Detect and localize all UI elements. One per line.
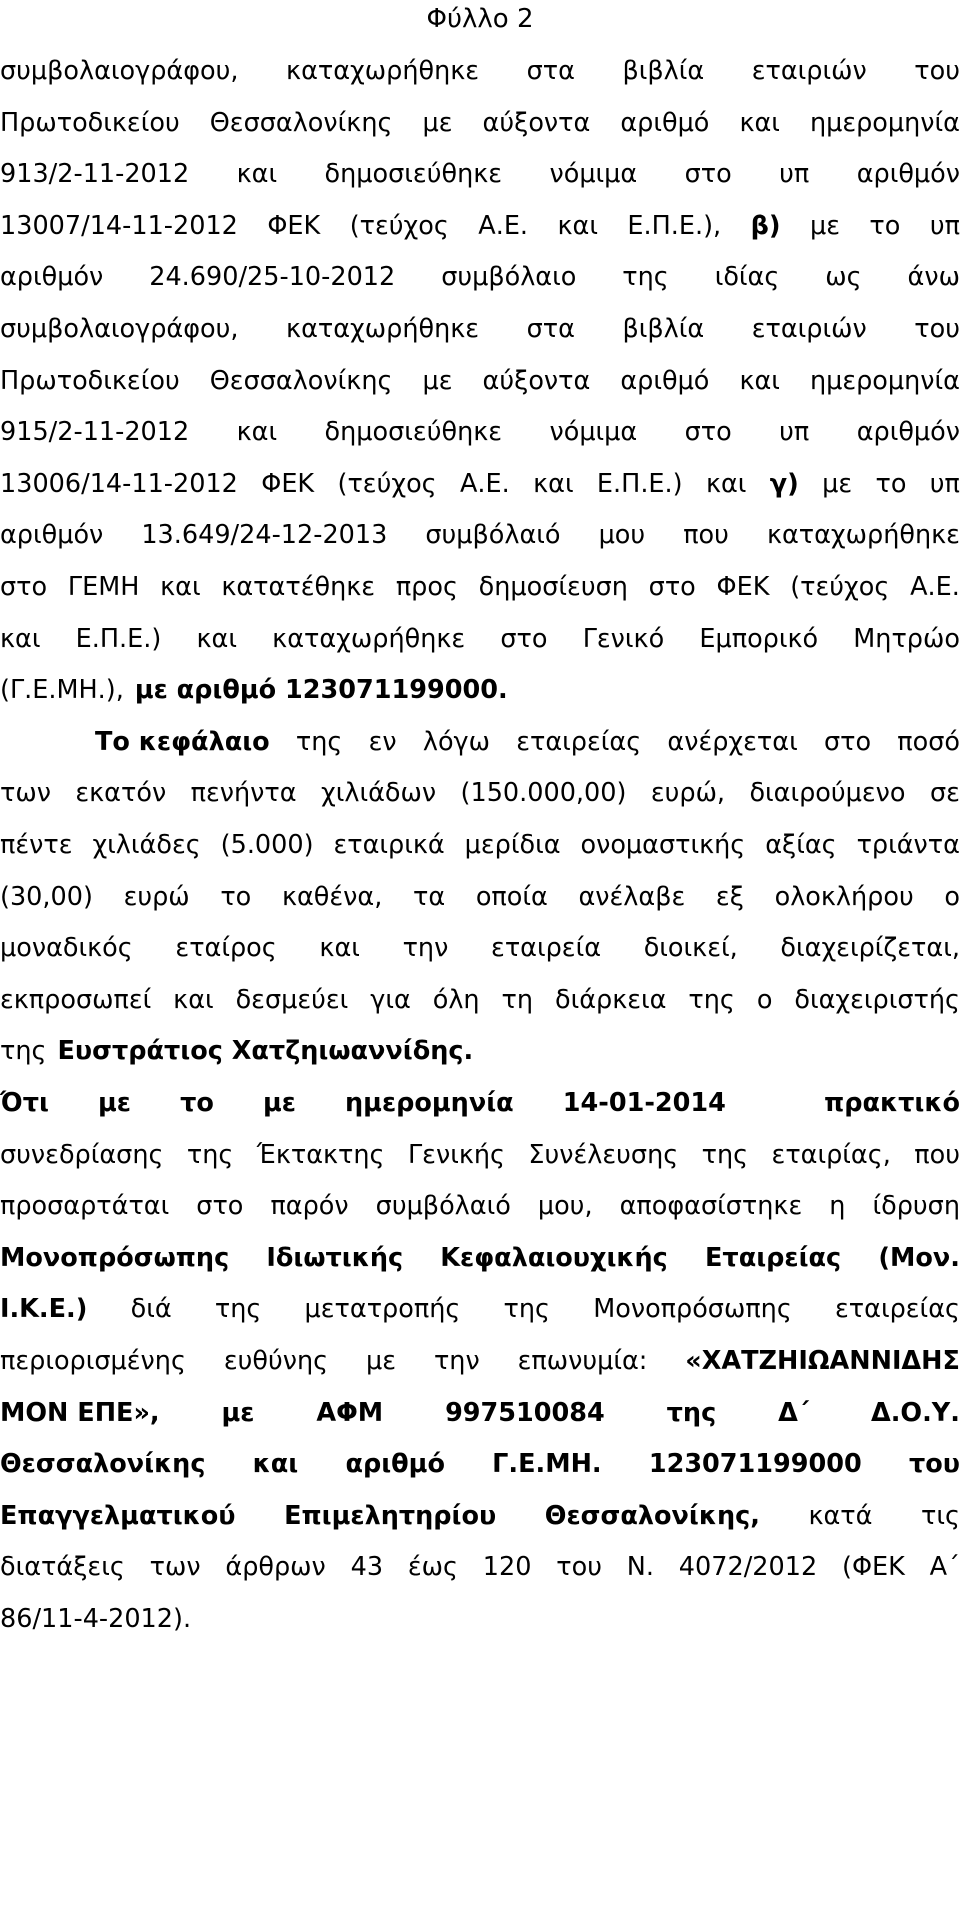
bold-word: Το κεφάλαιο [95, 726, 270, 757]
word: προς [395, 572, 458, 602]
bold-word: της [666, 1397, 717, 1428]
word: 913/2-11-2012 [0, 159, 190, 190]
bold-word: με αριθμό 123071199000. [134, 675, 508, 706]
word: συμβόλαιό [375, 1191, 511, 1222]
bold-word: Ότι [0, 1088, 49, 1118]
bold-word: με [221, 1397, 255, 1428]
word: διά [130, 1294, 172, 1325]
word: διαχειρίζεται, [780, 933, 960, 964]
bold-word: 997510084 [445, 1397, 605, 1428]
word: και [160, 572, 201, 602]
word: που [914, 1139, 960, 1170]
word: Ν. [626, 1552, 654, 1583]
text-line [0, 926, 960, 970]
word: στο [196, 1191, 244, 1222]
word: ο [944, 881, 960, 912]
word: των [0, 778, 51, 809]
word: ανέρχεται [667, 726, 798, 757]
word: 24.690/25-10-2012 [149, 262, 396, 293]
word: περιορισμένης [0, 1346, 186, 1376]
word: με [822, 468, 853, 499]
word: Α.Ε. [459, 468, 510, 499]
text-line [0, 1545, 960, 1589]
word: αριθμόν [0, 262, 104, 293]
word: του [914, 314, 960, 344]
word: Μονοπρόσωπης [593, 1294, 792, 1325]
text-line [0, 1029, 960, 1073]
word: της [688, 984, 735, 1015]
text-line [0, 307, 960, 351]
word: αύξοντα [482, 107, 591, 138]
text-line [0, 1287, 960, 1331]
word: (150.000,00) [460, 778, 627, 809]
word: εταιριών [751, 314, 867, 344]
word: 86/11-4-2012). [0, 1604, 192, 1634]
word: την [433, 1346, 480, 1376]
text-line [0, 1494, 960, 1538]
word: ΦΕΚ [267, 210, 321, 241]
word: δεσμεύει [235, 984, 349, 1015]
word: την [402, 933, 449, 964]
word: ημερομηνία [809, 365, 960, 396]
word: τις [921, 1500, 960, 1531]
word: που [683, 520, 729, 551]
word: προσαρτάται [0, 1191, 170, 1222]
word: αξίας [765, 830, 837, 860]
word: ονομαστικής [580, 830, 746, 860]
word: με [366, 1346, 397, 1376]
bold-word: Δ.Ο.Υ. [870, 1397, 960, 1428]
word: και [557, 210, 598, 241]
word: πενήντα [190, 778, 297, 809]
word: Μητρώο [853, 623, 960, 654]
word: πέντε [0, 830, 73, 860]
word: (τεύχος [349, 210, 449, 241]
word: χιλιάδες [92, 830, 201, 860]
word: και [319, 933, 360, 964]
word: συμβόλαιο [441, 262, 577, 293]
text-line [0, 1442, 960, 1486]
bold-word: (Μον. [878, 1242, 960, 1273]
word: ΦΕΚ [716, 572, 770, 602]
word: αποφασίστηκε [619, 1191, 803, 1222]
word: εταιρείας [835, 1294, 960, 1325]
word: 13007/14-11-2012 [0, 210, 238, 241]
word: αριθμό [620, 365, 710, 396]
bold-word: γ) [769, 468, 799, 499]
text-line [0, 513, 960, 557]
word: και [533, 468, 574, 499]
word: Εμπορικό [699, 623, 819, 654]
word: ΓΕΜΗ [67, 572, 140, 602]
word: άνω [907, 262, 960, 293]
word: της [214, 1294, 262, 1325]
word: ευθύνης [223, 1346, 329, 1376]
word: καθένα, [281, 881, 383, 912]
text-line [0, 668, 960, 712]
word: οποία [475, 881, 548, 912]
word: εν [368, 726, 397, 757]
word: στα [526, 314, 575, 344]
word: αριθμό [620, 107, 710, 138]
word: της [622, 262, 669, 293]
bold-word: με [98, 1088, 131, 1118]
text-line [0, 1339, 960, 1383]
word: και [705, 468, 747, 499]
word: κατατέθηκε [221, 572, 376, 602]
bold-word: πρακτικό [824, 1088, 960, 1118]
text-line [0, 617, 960, 661]
word: νόμιμα [549, 417, 638, 448]
word: Γενικό [582, 623, 665, 654]
word: της [0, 1036, 47, 1067]
word: Ε.Π.Ε.), [627, 210, 722, 241]
word: ίδρυση [872, 1191, 960, 1222]
sheet-number-header: Φύλλο 2 [426, 4, 534, 34]
text-line [0, 410, 960, 454]
bold-word: και [252, 1449, 299, 1480]
word: μου [598, 520, 646, 551]
word: ο [756, 984, 773, 1015]
bold-word: με [262, 1088, 296, 1118]
word: με [809, 210, 840, 241]
word: δημοσιεύθηκε [324, 417, 503, 448]
word: Πρωτοδικείου [0, 107, 180, 138]
word: λόγω [422, 726, 490, 757]
word: υπ [779, 417, 810, 448]
word: βιβλία [622, 314, 705, 344]
word: υπ [929, 468, 960, 499]
word: εταιρίας, [771, 1139, 891, 1170]
word: διοικεί, [643, 933, 738, 964]
word: Πρωτοδικείου [0, 365, 180, 396]
text-line [0, 204, 960, 248]
word: μοναδικός [0, 933, 133, 964]
text-line [0, 101, 960, 145]
text-line [0, 255, 960, 299]
word: καταχωρήθηκε [286, 56, 480, 86]
text-line [0, 152, 960, 196]
word: τη [501, 984, 534, 1015]
word: αριθμόν [856, 417, 960, 448]
word: τα [412, 881, 446, 912]
word: με [422, 107, 453, 138]
word: παρόν [270, 1191, 349, 1222]
word: το [875, 468, 907, 499]
word: (τεύχος [337, 468, 437, 499]
word: εκπροσωπεί [0, 984, 152, 1015]
word: συμβόλαιό [425, 520, 561, 551]
word: υπ [929, 210, 960, 241]
word: στο [648, 572, 696, 602]
word: στο [0, 572, 48, 602]
text-line [0, 1133, 960, 1177]
text-line [0, 720, 960, 764]
word: 13.649/24-12-2013 [141, 520, 388, 551]
word: υπ [779, 159, 810, 190]
word: καταχωρήθηκε [286, 314, 480, 344]
word: 4072/2012 [678, 1552, 818, 1583]
word: στο [684, 417, 732, 448]
word: διαιρούμενο [749, 778, 906, 809]
word: άρθρων [225, 1552, 326, 1583]
word: ευρώ [123, 881, 190, 912]
word: Ε.Π.Ε.) [75, 623, 162, 654]
bold-word: του [908, 1449, 960, 1480]
word: Α.Ε. [478, 210, 529, 241]
bold-word: Επαγγελματικού [0, 1500, 236, 1531]
bold-word: Εταιρείας [705, 1242, 842, 1273]
text-line [0, 1236, 960, 1280]
word: σε [929, 778, 960, 809]
word: αύξοντα [482, 365, 591, 396]
text-line [0, 359, 960, 403]
word: 13006/14-11-2012 [0, 468, 238, 499]
word: και [739, 365, 780, 396]
bold-word: Θεσσαλονίκης [0, 1449, 206, 1480]
word: έως [407, 1552, 458, 1583]
text-line [0, 1597, 960, 1641]
word: ιδίας [714, 262, 780, 293]
bold-word: Ιδιωτικής [266, 1242, 404, 1273]
word: τριάντα [856, 830, 960, 860]
word: δημοσίευση [478, 572, 628, 602]
text-line [0, 462, 960, 506]
text-line [0, 823, 960, 867]
word: ποσό [897, 726, 960, 757]
word: εκατόν [75, 778, 167, 809]
word: μετατροπής [304, 1294, 461, 1325]
word: με [422, 365, 453, 396]
word: Γενικής [407, 1139, 505, 1170]
word: και [739, 107, 780, 138]
word: στο [684, 159, 732, 190]
word: μου, [537, 1191, 593, 1222]
word: εταιριών [751, 56, 867, 86]
bold-word: Θεσσαλονίκης, [544, 1500, 760, 1531]
word: 915/2-11-2012 [0, 417, 190, 448]
text-line [0, 565, 960, 609]
word: συνεδρίασης [0, 1139, 164, 1170]
word: Ε.Π.Ε.) [596, 468, 683, 499]
word: (5.000) [220, 830, 314, 860]
word: η [829, 1191, 846, 1222]
word: στο [823, 726, 872, 757]
text-line [0, 1391, 960, 1435]
word: της [503, 1294, 551, 1325]
text-line [0, 978, 960, 1022]
word: διάρκεια [554, 984, 667, 1015]
word: 120 [482, 1552, 532, 1583]
text-line [0, 1184, 960, 1228]
bold-word: ΜΟΝ ΕΠΕ», [0, 1397, 160, 1428]
word: (ΦΕΚ [842, 1552, 905, 1583]
word: ανέλαβε [578, 881, 686, 912]
bold-word: ημερομηνία [345, 1088, 514, 1118]
word: αριθμόν [856, 159, 960, 190]
word: ευρώ, [650, 778, 726, 809]
word: εταιρικά [333, 830, 445, 860]
word: νόμιμα [549, 159, 638, 190]
text-line [0, 49, 960, 93]
bold-word: Ευστράτιος Χατζηιωαννίδης. [57, 1036, 474, 1067]
word: αριθμόν [0, 520, 104, 551]
word: Θεσσαλονίκης [209, 365, 393, 396]
word: ΦΕΚ [261, 468, 315, 499]
bold-word: ΑΦΜ [316, 1397, 384, 1428]
word: εξ [715, 881, 744, 912]
word: βιβλία [622, 56, 705, 86]
bold-word: Γ.Ε.ΜΗ. [492, 1449, 602, 1480]
bold-word: β) [750, 210, 781, 241]
word: και [236, 417, 278, 448]
bold-word: Μονοπρόσωπης [0, 1242, 230, 1273]
word: κατά [808, 1500, 873, 1531]
word: 43 [350, 1552, 384, 1583]
text-line [0, 875, 960, 919]
word: και [0, 623, 41, 654]
word: όλη [432, 984, 480, 1015]
word: στο [500, 623, 548, 654]
word: και [196, 623, 237, 654]
bold-word: Ι.Κ.Ε.) [0, 1294, 88, 1325]
word: εταιρεία [491, 933, 602, 964]
word: ημερομηνία [809, 107, 960, 138]
word: (Γ.Ε.ΜΗ.), [0, 675, 124, 706]
word: της [295, 726, 343, 757]
word: το [869, 210, 901, 241]
word: διαχειριστής [794, 984, 960, 1015]
word: και [236, 159, 278, 190]
word: συμβολαιογράφου, [0, 314, 239, 344]
word: καταχωρήθηκε [766, 520, 960, 551]
word: του [556, 1552, 602, 1583]
word: Έκτακτης [256, 1139, 385, 1170]
word: καταχωρήθηκε [272, 623, 466, 654]
word: εταίρος [175, 933, 277, 964]
bold-word: 123071199000 [648, 1449, 862, 1480]
word: Α.Ε. [910, 572, 960, 602]
bold-word: το [180, 1088, 214, 1118]
word: (τεύχος [790, 572, 890, 602]
word: το [220, 881, 252, 912]
bold-word: Κεφαλαιουχικής [440, 1242, 668, 1273]
word: εταιρείας [516, 726, 642, 757]
word: της [701, 1139, 749, 1170]
word: (30,00) [0, 881, 93, 912]
word: ολοκλήρου [774, 881, 914, 912]
bold-word: Επιμελητηρίου [284, 1500, 497, 1531]
word: της [186, 1139, 234, 1170]
word: των [149, 1552, 201, 1583]
word: και [173, 984, 214, 1015]
bold-word: αριθμό [345, 1449, 445, 1480]
bold-word: 14-01-2014 [562, 1088, 726, 1118]
bold-word: Δ΄ [778, 1397, 810, 1428]
word: διατάξεις [0, 1552, 125, 1583]
text-line [0, 1081, 960, 1125]
text-line [0, 771, 960, 815]
word: του [914, 56, 960, 86]
word: ως [825, 262, 862, 293]
word: στα [526, 56, 575, 86]
word: για [370, 984, 411, 1015]
word: δημοσιεύθηκε [324, 159, 503, 190]
word: συμβολαιογράφου, [0, 56, 239, 86]
bold-word: «ΧΑΤΖΗΙΩΑΝΝΙΔΗΣ [685, 1346, 960, 1376]
word: επωνυμία: [517, 1346, 648, 1376]
word: Συνέλευσης [528, 1139, 679, 1170]
word: Θεσσαλονίκης [209, 107, 393, 138]
word: μερίδια [464, 830, 561, 860]
word: χιλιάδων [321, 778, 437, 809]
word: Α΄ [929, 1552, 960, 1583]
